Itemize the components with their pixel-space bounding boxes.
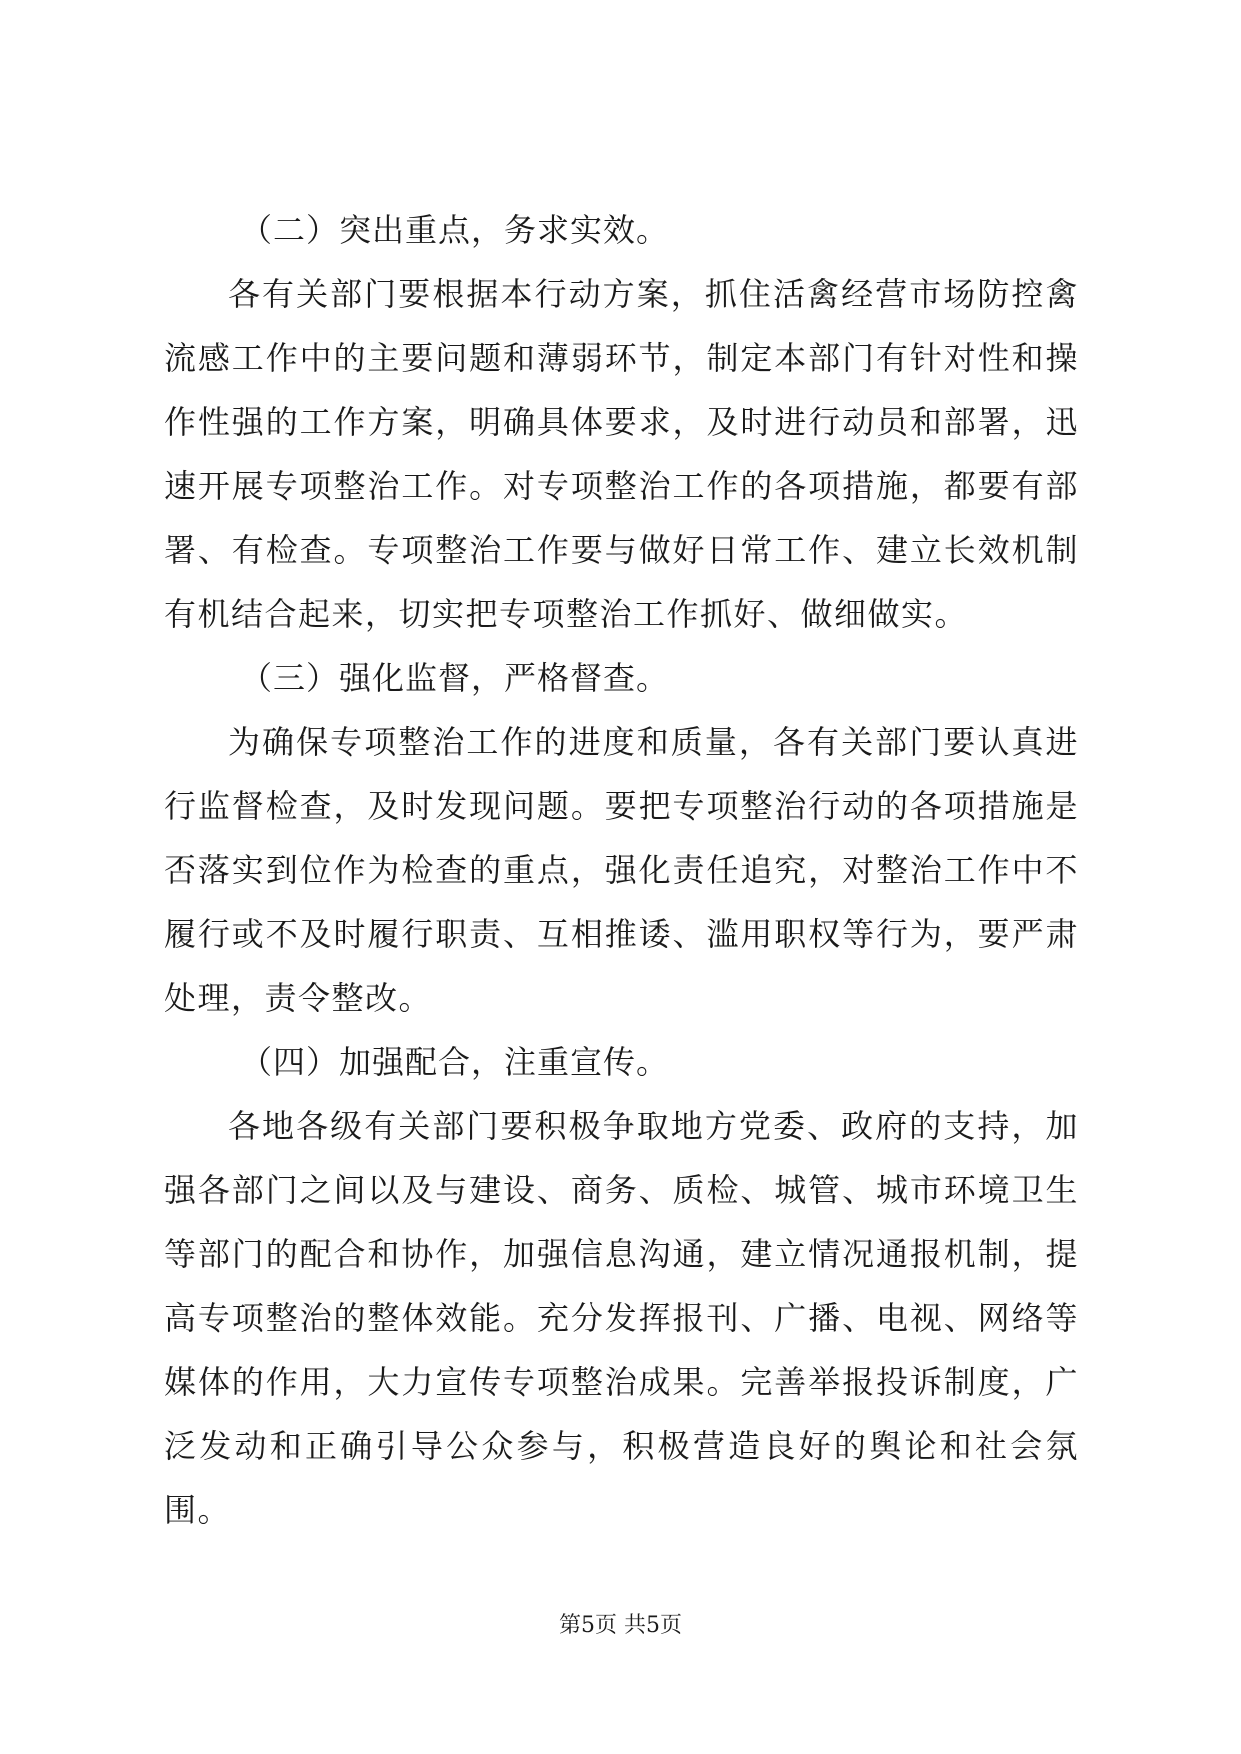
section-heading-3: （三）强化监督，严格督查。 bbox=[240, 659, 670, 697]
section-paragraph-4: 各地各级有关部门要积极争取地方党委、政府的支持，加强各部门之间以及与建设、商务、质检、城管、城市环境卫生等部门的配合和协作，加强信息沟通，建立情况通报机制，提高专项整治的整体效能。充分发挥报刊、广播、电视、网络等媒体的作用，大力宣传专项整治成果。完善举报投诉制度，广泛发动和正确引导公众参与，积极营造良好的舆论和社会氛围。 bbox=[164, 1107, 1079, 1529]
section-paragraph-3: 为确保专项整治工作的进度和质量，各有关部门要认真进行监督检查，及时发现问题。要把专项整治行动的各项措施是否落实到位作为检查的重点，强化责任追究，对整治工作中不履行或不及时履行职责、互相推诿、滥用职权等行为，要严肃处理，责令整改。 bbox=[164, 723, 1079, 1017]
section-paragraph-2: 各有关部门要根据本行动方案，抓住活禽经营市场防控禽流感工作中的主要问题和薄弱环节，制定本部门有针对性和操作性强的工作方案，明确具体要求，及时进行动员和部署，迅速开展专项整治工作。对专项整治工作的各项措施，都要有部署、有检查。专项整治工作要与做好日常工作、建立长效机制有机结合起来，切实把专项整治工作抓好、做细做实。 bbox=[164, 275, 1079, 633]
document-body bbox=[164, 198, 1079, 1542]
section-heading-2: （二）突出重点，务求实效。 bbox=[240, 211, 670, 249]
page-footer: 第5页 共5页 bbox=[559, 1613, 682, 1638]
section-heading-4: （四）加强配合，注重宣传。 bbox=[240, 1043, 670, 1081]
